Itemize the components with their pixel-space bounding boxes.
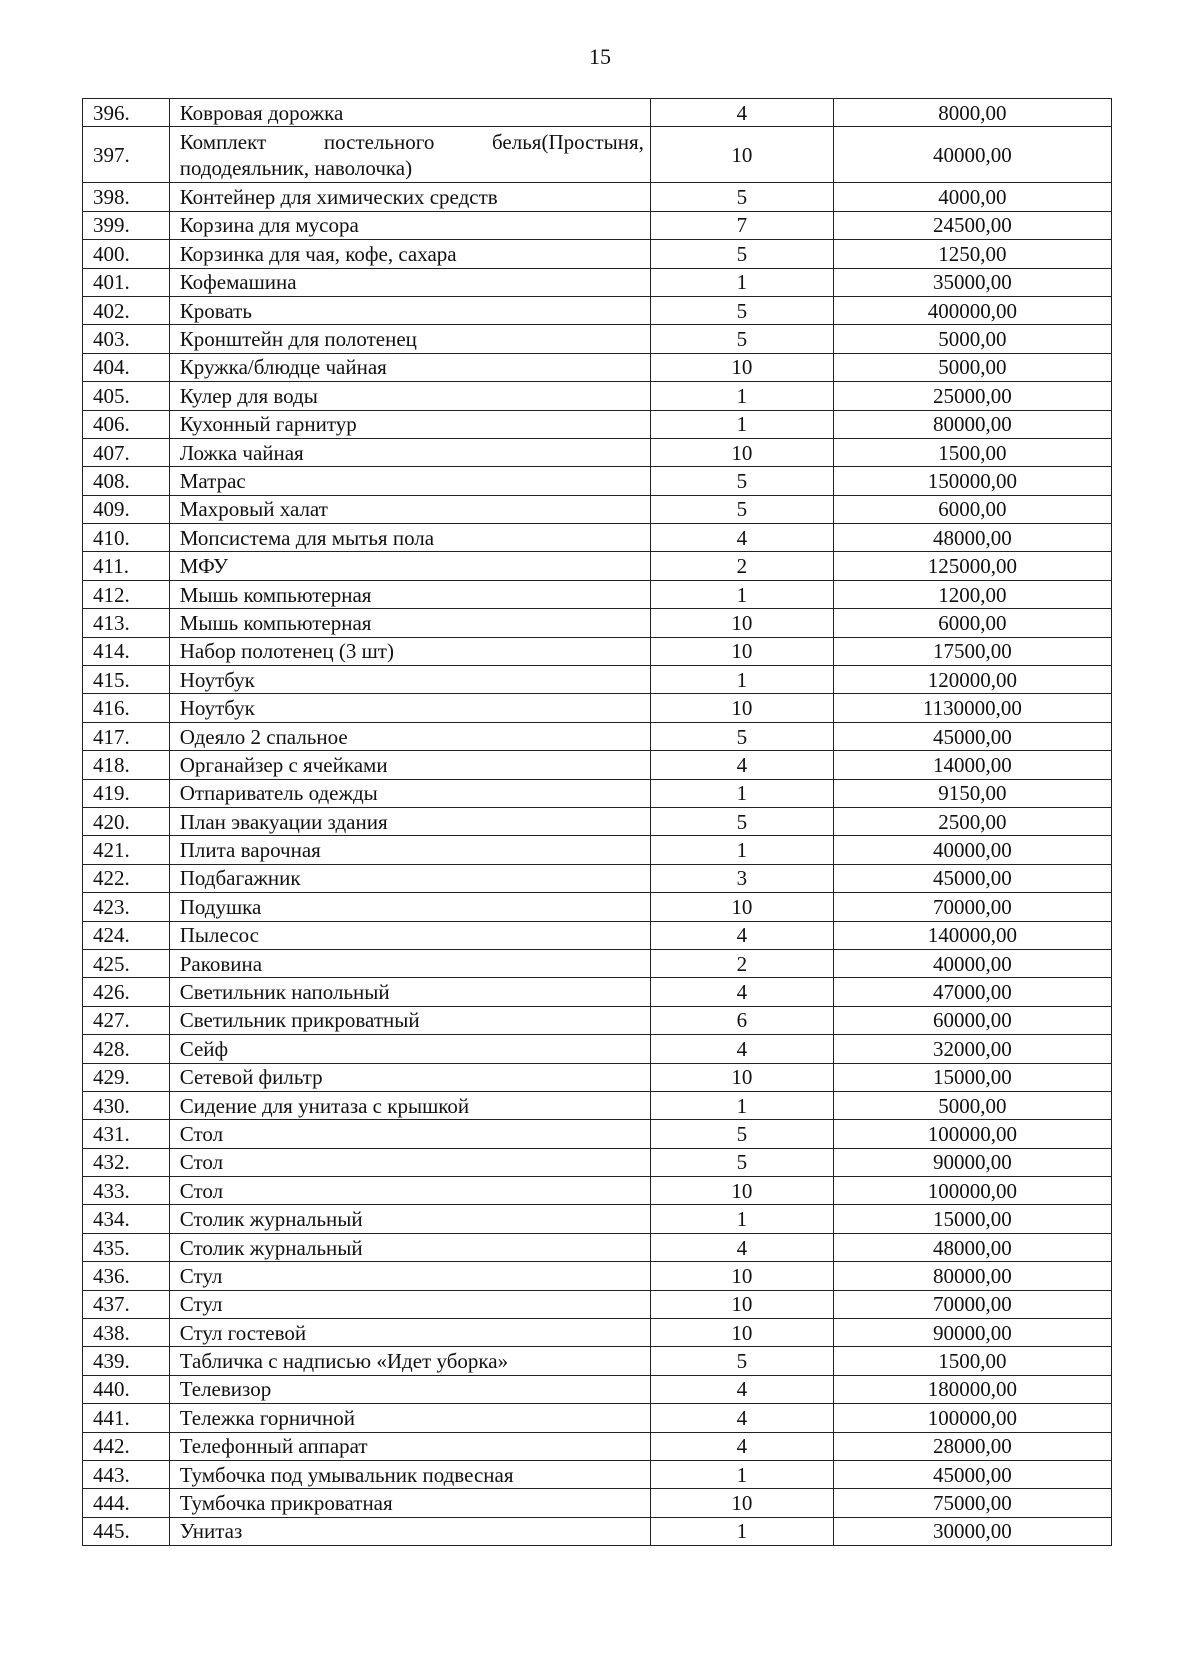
item-name: Корзина для мусора: [169, 211, 650, 239]
item-name: Сетевой фильтр: [169, 1063, 650, 1091]
item-quantity: 4: [650, 978, 833, 1006]
table-row: [83, 410, 1112, 438]
row-number: 409.: [83, 495, 170, 523]
item-name: Мышь компьютерная: [169, 609, 650, 637]
item-sum: 70000,00: [833, 1290, 1111, 1318]
item-name: Тумбочка прикроватная: [169, 1489, 650, 1517]
item-name: Пылесос: [169, 921, 650, 949]
row-number: 422.: [83, 864, 170, 892]
row-number: 401.: [83, 268, 170, 296]
item-name: План эвакуации здания: [169, 807, 650, 835]
item-quantity: 5: [650, 240, 833, 268]
items-table-body: [83, 99, 1112, 1546]
item-sum: 60000,00: [833, 1006, 1111, 1034]
item-sum: 100000,00: [833, 1404, 1111, 1432]
item-sum: 2500,00: [833, 807, 1111, 835]
table-row: [83, 807, 1112, 835]
item-sum: 75000,00: [833, 1489, 1111, 1517]
item-name: Контейнер для химических средств: [169, 183, 650, 211]
item-sum: 45000,00: [833, 1460, 1111, 1488]
item-sum: 400000,00: [833, 296, 1111, 324]
item-name: Ложка чайная: [169, 438, 650, 466]
item-quantity: 4: [650, 1432, 833, 1460]
item-quantity: 1: [650, 836, 833, 864]
item-sum: 28000,00: [833, 1432, 1111, 1460]
item-sum: 1250,00: [833, 240, 1111, 268]
table-row: [83, 1035, 1112, 1063]
row-number: 436.: [83, 1262, 170, 1290]
item-quantity: 5: [650, 1148, 833, 1176]
item-name: Столик журнальный: [169, 1233, 650, 1261]
row-number: 441.: [83, 1404, 170, 1432]
table-row: [83, 1063, 1112, 1091]
item-name: Ноутбук: [169, 666, 650, 694]
item-quantity: 10: [650, 609, 833, 637]
item-quantity: 10: [650, 1262, 833, 1290]
row-number: 434.: [83, 1205, 170, 1233]
item-sum: 24500,00: [833, 211, 1111, 239]
row-number: 426.: [83, 978, 170, 1006]
item-sum: 80000,00: [833, 410, 1111, 438]
table-row: [83, 1290, 1112, 1318]
row-number: 423.: [83, 893, 170, 921]
item-name: Кронштейн для полотенец: [169, 325, 650, 353]
row-number: 440.: [83, 1375, 170, 1403]
item-sum: 45000,00: [833, 722, 1111, 750]
row-number: 404.: [83, 353, 170, 381]
table-row: [83, 1489, 1112, 1517]
row-number: 425.: [83, 949, 170, 977]
item-name: Стол: [169, 1120, 650, 1148]
row-number: 410.: [83, 524, 170, 552]
row-number: 406.: [83, 410, 170, 438]
row-number: 411.: [83, 552, 170, 580]
table-row: [83, 722, 1112, 750]
table-row: [83, 1404, 1112, 1432]
row-number: 405.: [83, 382, 170, 410]
item-sum: 47000,00: [833, 978, 1111, 1006]
item-sum: 48000,00: [833, 524, 1111, 552]
item-quantity: 4: [650, 921, 833, 949]
table-row: [83, 694, 1112, 722]
item-name: Органайзер с ячейками: [169, 751, 650, 779]
item-name: Столик журнальный: [169, 1205, 650, 1233]
item-sum: 32000,00: [833, 1035, 1111, 1063]
table-row: [83, 978, 1112, 1006]
row-number: 429.: [83, 1063, 170, 1091]
item-quantity: 10: [650, 637, 833, 665]
row-number: 399.: [83, 211, 170, 239]
item-quantity: 4: [650, 524, 833, 552]
item-quantity: 5: [650, 1120, 833, 1148]
table-row: [83, 609, 1112, 637]
item-quantity: 5: [650, 325, 833, 353]
item-quantity: 6: [650, 1006, 833, 1034]
table-row: [83, 580, 1112, 608]
table-row: [83, 637, 1112, 665]
table-row: [83, 864, 1112, 892]
table-row: [83, 1091, 1112, 1119]
item-quantity: 5: [650, 296, 833, 324]
row-number: 427.: [83, 1006, 170, 1034]
item-quantity: 10: [650, 353, 833, 381]
item-sum: 125000,00: [833, 552, 1111, 580]
table-row: [83, 949, 1112, 977]
item-sum: 17500,00: [833, 637, 1111, 665]
table-row: [83, 1262, 1112, 1290]
row-number: 442.: [83, 1432, 170, 1460]
table-row: [83, 211, 1112, 239]
item-quantity: 10: [650, 1290, 833, 1318]
item-sum: 180000,00: [833, 1375, 1111, 1403]
item-sum: 9150,00: [833, 779, 1111, 807]
table-row: [83, 467, 1112, 495]
row-number: 402.: [83, 296, 170, 324]
row-number: 444.: [83, 1489, 170, 1517]
table-row: [83, 99, 1112, 127]
item-sum: 90000,00: [833, 1148, 1111, 1176]
item-sum: 48000,00: [833, 1233, 1111, 1261]
item-sum: 100000,00: [833, 1120, 1111, 1148]
item-name: Стол: [169, 1177, 650, 1205]
row-number: 438.: [83, 1319, 170, 1347]
item-name: Мышь компьютерная: [169, 580, 650, 608]
row-number: 420.: [83, 807, 170, 835]
item-quantity: 10: [650, 1489, 833, 1517]
item-name: Светильник напольный: [169, 978, 650, 1006]
item-sum: 1130000,00: [833, 694, 1111, 722]
item-name: Матрас: [169, 467, 650, 495]
item-name: Кухонный гарнитур: [169, 410, 650, 438]
item-sum: 120000,00: [833, 666, 1111, 694]
item-name: МФУ: [169, 552, 650, 580]
item-sum: 45000,00: [833, 864, 1111, 892]
row-number: 430.: [83, 1091, 170, 1119]
table-row: [83, 495, 1112, 523]
item-name: Кровать: [169, 296, 650, 324]
row-number: 408.: [83, 467, 170, 495]
item-sum: 6000,00: [833, 495, 1111, 523]
table-row: [83, 325, 1112, 353]
item-quantity: 10: [650, 1177, 833, 1205]
table-row: [83, 1432, 1112, 1460]
item-name: Ковровая дорожка: [169, 99, 650, 127]
item-sum: 15000,00: [833, 1063, 1111, 1091]
item-sum: 6000,00: [833, 609, 1111, 637]
item-sum: 90000,00: [833, 1319, 1111, 1347]
item-name: Кружка/блюдце чайная: [169, 353, 650, 381]
item-sum: 100000,00: [833, 1177, 1111, 1205]
item-quantity: 7: [650, 211, 833, 239]
table-row: [83, 268, 1112, 296]
item-quantity: 4: [650, 1404, 833, 1432]
item-name: Стул гостевой: [169, 1319, 650, 1347]
item-sum: 30000,00: [833, 1517, 1111, 1545]
row-number: 433.: [83, 1177, 170, 1205]
table-row: [83, 666, 1112, 694]
table-row: [83, 1319, 1112, 1347]
item-sum: 1200,00: [833, 580, 1111, 608]
item-sum: 5000,00: [833, 1091, 1111, 1119]
table-row: [83, 1148, 1112, 1176]
row-number: 439.: [83, 1347, 170, 1375]
item-sum: 25000,00: [833, 382, 1111, 410]
item-sum: 5000,00: [833, 325, 1111, 353]
item-quantity: 1: [650, 382, 833, 410]
item-name: Кулер для воды: [169, 382, 650, 410]
item-quantity: 1: [650, 580, 833, 608]
item-quantity: 1: [650, 779, 833, 807]
item-name: Мопсистема для мытья пола: [169, 524, 650, 552]
item-name: Стол: [169, 1148, 650, 1176]
item-quantity: 2: [650, 949, 833, 977]
table-row: [83, 751, 1112, 779]
row-number: 437.: [83, 1290, 170, 1318]
table-row: [83, 1347, 1112, 1375]
item-quantity: 10: [650, 1319, 833, 1347]
row-number: 403.: [83, 325, 170, 353]
item-name: Ноутбук: [169, 694, 650, 722]
row-number: 419.: [83, 779, 170, 807]
item-quantity: 1: [650, 1091, 833, 1119]
table-row: [83, 296, 1112, 324]
row-number: 416.: [83, 694, 170, 722]
row-number: 396.: [83, 99, 170, 127]
item-name: Стул: [169, 1290, 650, 1318]
item-sum: 40000,00: [833, 127, 1111, 183]
table-row: [83, 183, 1112, 211]
row-number: 428.: [83, 1035, 170, 1063]
item-sum: 40000,00: [833, 836, 1111, 864]
item-quantity: 4: [650, 1233, 833, 1261]
table-row: [83, 779, 1112, 807]
table-row: [83, 1517, 1112, 1545]
table-row: [83, 1233, 1112, 1261]
table-row: [83, 1120, 1112, 1148]
item-quantity: 4: [650, 751, 833, 779]
item-sum: 1500,00: [833, 1347, 1111, 1375]
item-quantity: 5: [650, 183, 833, 211]
item-sum: 4000,00: [833, 183, 1111, 211]
item-name: Кофемашина: [169, 268, 650, 296]
item-sum: 14000,00: [833, 751, 1111, 779]
item-name: Махровый халат: [169, 495, 650, 523]
item-quantity: 1: [650, 410, 833, 438]
row-number: 443.: [83, 1460, 170, 1488]
item-quantity: 5: [650, 722, 833, 750]
item-name: Тележка горничной: [169, 1404, 650, 1432]
item-sum: 8000,00: [833, 99, 1111, 127]
table-row: [83, 1460, 1112, 1488]
table-row: [83, 353, 1112, 381]
item-name: Комплект постельного белья(Простыня, пододеяльник, наволочка): [169, 127, 650, 183]
item-quantity: 4: [650, 1375, 833, 1403]
item-name: Одеяло 2 спальное: [169, 722, 650, 750]
item-quantity: 1: [650, 1460, 833, 1488]
item-sum: 40000,00: [833, 949, 1111, 977]
item-name: Плита варочная: [169, 836, 650, 864]
item-quantity: 5: [650, 1347, 833, 1375]
table-row: [83, 127, 1112, 183]
row-number: 397.: [83, 127, 170, 183]
row-number: 445.: [83, 1517, 170, 1545]
row-number: 413.: [83, 609, 170, 637]
item-quantity: 1: [650, 1517, 833, 1545]
item-name: Телефонный аппарат: [169, 1432, 650, 1460]
row-number: 432.: [83, 1148, 170, 1176]
item-name: Раковина: [169, 949, 650, 977]
item-sum: 35000,00: [833, 268, 1111, 296]
row-number: 435.: [83, 1233, 170, 1261]
page-number: 15: [589, 44, 611, 69]
items-table: [82, 98, 1112, 1546]
row-number: 421.: [83, 836, 170, 864]
item-name: Подбагажник: [169, 864, 650, 892]
row-number: 415.: [83, 666, 170, 694]
item-name: Отпариватель одежды: [169, 779, 650, 807]
item-quantity: 5: [650, 807, 833, 835]
item-name: Подушка: [169, 893, 650, 921]
item-name: Светильник прикроватный: [169, 1006, 650, 1034]
item-quantity: 1: [650, 268, 833, 296]
item-quantity: 10: [650, 1063, 833, 1091]
table-row: [83, 438, 1112, 466]
item-quantity: 4: [650, 99, 833, 127]
table-row: [83, 1205, 1112, 1233]
table-row: [83, 382, 1112, 410]
table-row: [83, 1006, 1112, 1034]
table-row: [83, 552, 1112, 580]
item-name: Набор полотенец (3 шт): [169, 637, 650, 665]
item-name: Телевизор: [169, 1375, 650, 1403]
row-number: 398.: [83, 183, 170, 211]
row-number: 414.: [83, 637, 170, 665]
item-quantity: 1: [650, 1205, 833, 1233]
table-row: [83, 1375, 1112, 1403]
item-sum: 70000,00: [833, 893, 1111, 921]
item-quantity: 10: [650, 127, 833, 183]
item-name: Стул: [169, 1262, 650, 1290]
item-quantity: 3: [650, 864, 833, 892]
item-sum: 15000,00: [833, 1205, 1111, 1233]
item-name: Сидение для унитаза с крышкой: [169, 1091, 650, 1119]
item-quantity: 10: [650, 893, 833, 921]
item-sum: 1500,00: [833, 438, 1111, 466]
item-quantity: 10: [650, 694, 833, 722]
row-number: 431.: [83, 1120, 170, 1148]
item-quantity: 4: [650, 1035, 833, 1063]
item-sum: 150000,00: [833, 467, 1111, 495]
item-quantity: 10: [650, 438, 833, 466]
item-quantity: 5: [650, 467, 833, 495]
item-sum: 5000,00: [833, 353, 1111, 381]
row-number: 418.: [83, 751, 170, 779]
row-number: 424.: [83, 921, 170, 949]
row-number: 407.: [83, 438, 170, 466]
row-number: 400.: [83, 240, 170, 268]
row-number: 417.: [83, 722, 170, 750]
item-name: Корзинка для чая, кофе, сахара: [169, 240, 650, 268]
item-name: Сейф: [169, 1035, 650, 1063]
item-name: Табличка с надписью «Идет уборка»: [169, 1347, 650, 1375]
table-row: [83, 836, 1112, 864]
item-sum: 140000,00: [833, 921, 1111, 949]
item-name: Унитаз: [169, 1517, 650, 1545]
row-number: 412.: [83, 580, 170, 608]
item-name: Тумбочка под умывальник подвесная: [169, 1460, 650, 1488]
item-sum: 80000,00: [833, 1262, 1111, 1290]
item-quantity: 1: [650, 666, 833, 694]
table-row: [83, 524, 1112, 552]
table-row: [83, 893, 1112, 921]
item-quantity: 2: [650, 552, 833, 580]
table-row: [83, 1177, 1112, 1205]
item-quantity: 5: [650, 495, 833, 523]
table-row: [83, 921, 1112, 949]
table-row: [83, 240, 1112, 268]
